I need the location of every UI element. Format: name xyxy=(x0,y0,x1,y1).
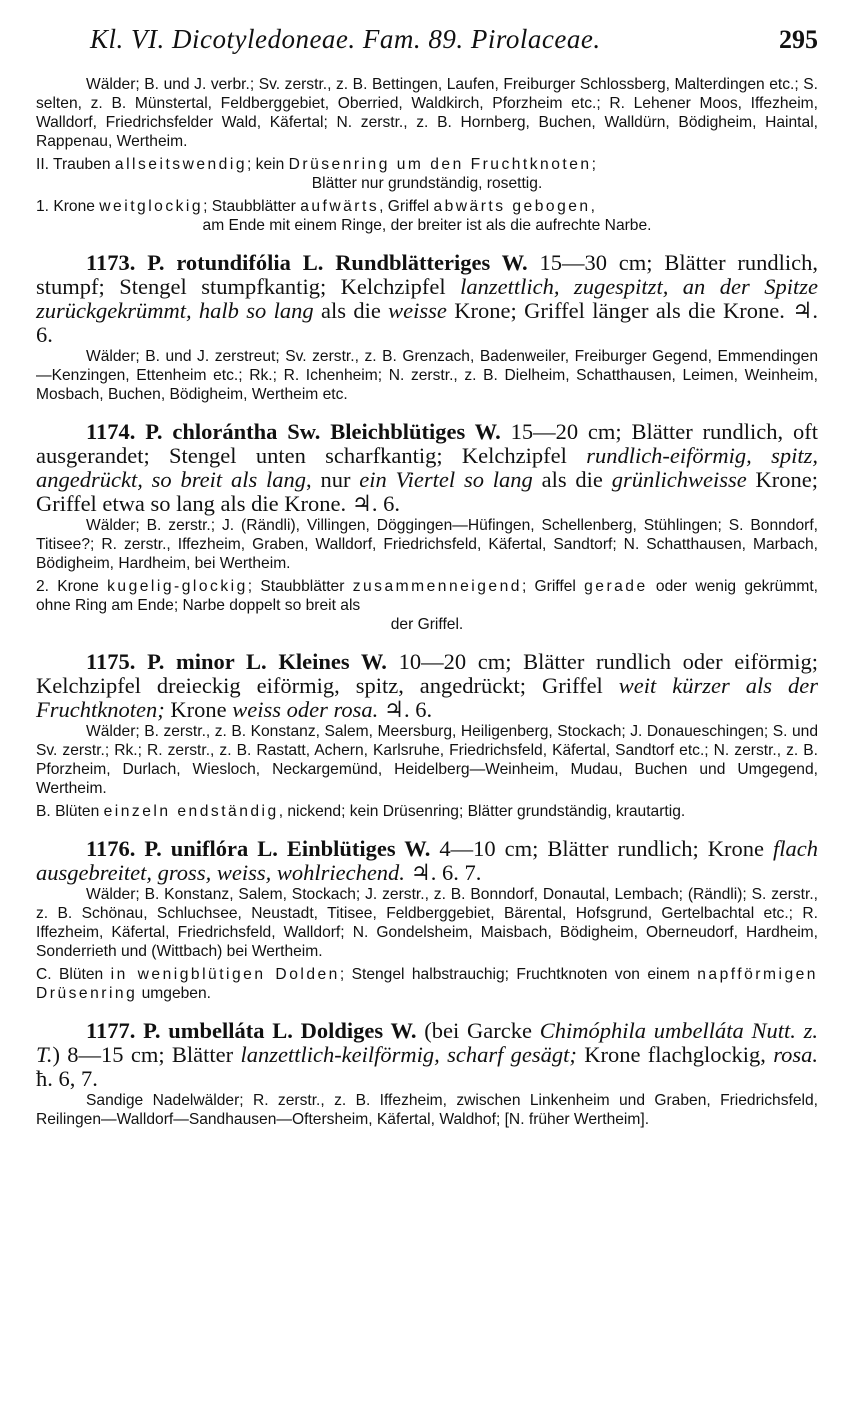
key-1-mid: ; Staubblätter xyxy=(203,198,296,215)
species-name: P. umbelláta L. xyxy=(143,1018,293,1043)
key-B-spaced1: einzeln endständig xyxy=(103,803,279,820)
key-2 xyxy=(36,577,818,634)
running-header xyxy=(90,24,818,55)
desc-italic: Chimóphila umbelláta Nutt. z. T. xyxy=(36,1018,819,1067)
key-II-spaced1: allseitswendig xyxy=(114,156,247,173)
key-2-lead: 2. Krone xyxy=(36,578,99,595)
desc-italic: weit kürzer als der Fruchtknoten; xyxy=(36,673,818,722)
key-1 xyxy=(36,197,818,235)
desc-italic: weiss oder rosa. xyxy=(232,697,379,722)
desc-text: ♃. 6. 7. xyxy=(404,860,482,885)
species-1174-localities: Wälder; B. zerstr.; J. (Rändli), Villingen, Döggingen—Hüfingen, Schellenberg, Stühlingen; S. Bonndorf, Titisee?; R. zerstr., Iffezheim, Graben, Walldorf, Friedrichsfeld, Käfertal, Sandtorf; N. Schatthausen, Marbach, Bödigheim, Hardheim, bei Wertheim. xyxy=(36,517,818,572)
desc-text: ħ. 6, 7. xyxy=(36,1066,98,1091)
key-II xyxy=(36,155,818,193)
desc-text: (bei Garcke xyxy=(416,1018,540,1043)
desc-text: 10—20 cm; Blätter rundlich oder eiförmig; Kelchzipfel dreieckig eiförmig, spitz, angedrückt; Griffel xyxy=(36,649,819,698)
key-C-lead: C. Blüten xyxy=(36,966,104,983)
key-B-lead: B. Blüten xyxy=(36,803,100,820)
species-name: P. uniflóra L. xyxy=(144,836,278,861)
key-2-spaced1: kugelig-glockig xyxy=(107,578,248,595)
desc-text: 15—30 cm; Blätter rundlich, stumpf; Stengel stumpfkantig; Kelchzipfel xyxy=(36,250,818,299)
page xyxy=(36,24,818,1131)
page-number: 295 xyxy=(779,25,818,54)
species-german-name: Einblütiges W. xyxy=(286,836,431,861)
species-1175-localities: Wälder; B. zerstr., z. B. Konstanz, Salem, Meersburg, Heiligenberg, Stockach; J. Donaueschingen; S. und Sv. zerstr.; Rk.; R. zerstr., z. B. Rastatt, Achern, Karlsruhe, Friedrichsfeld, Käfertal, Sandtorf etc.; N. zerstr., z. B. Pforzheim, Durlach, Wiesloch, Neckargemünd, Heidelberg—Weinheim, Mudau, Buchen und Umgegend, Wertheim. xyxy=(36,723,818,797)
desc-italic: rosa. xyxy=(773,1042,818,1067)
key-1-lead: 1. Krone xyxy=(36,198,95,215)
key-2-mid: ; Staubblätter xyxy=(247,578,345,595)
desc-text: Krone; Griffel länger als die Krone. ♃. 6. xyxy=(36,298,818,347)
header-title: Kl. VI. Dicotyledoneae. Fam. 89. Pirolaceae. xyxy=(90,24,601,54)
species-1176-localities: Wälder; B. Konstanz, Salem, Stockach; J. zerstr., z. B. Bonndorf, Donautal, Lembach; (Rändli); S. zerstr., z. B. Schönau, Schluchsee, Neustadt, Titisee, Feldberggebiet, Bärental, Hofsgrund, Gertelbachtal etc.; R. Iffezheim, Käfertal, Friedrichsfeld, Walldorf; N. Gondelsheim, Maisbach, Bödigheim, Oberneudorf, Hardheim, Sonderrieth und (Wittbach) bei Wertheim. xyxy=(36,886,818,960)
key-C xyxy=(36,965,818,1003)
desc-text: Krone xyxy=(164,697,233,722)
key-II-tail: ; xyxy=(591,156,596,173)
species-number: 1173. xyxy=(86,250,136,275)
desc-text: ) 8—15 cm; Blätter xyxy=(52,1042,241,1067)
species-number: 1174. xyxy=(86,419,136,444)
key-1-tail: , xyxy=(590,198,595,215)
key-C-spaced2: napfförmigen Drüsenring xyxy=(36,966,818,1002)
desc-italic: weisse xyxy=(388,298,447,323)
key-II-spaced2: Drüsenring um den Fruchtknoten xyxy=(288,156,592,173)
desc-text: 15—20 cm; Blätter rundlich, oft ausgerandet; Stengel unten scharfkantig; Kelchzipfel xyxy=(36,419,818,468)
species-1177-localities: Sandige Nadelwälder; R. zerstr., z. B. Iffezheim, zwischen Linkenheim und Graben, Friedrichsfeld, Reilingen—Walldorf—Sandhausen—Oftersheim, Käfertal, Waldhof; [N. früher Wertheim]. xyxy=(36,1092,818,1128)
key-2-mid2: ; Griffel xyxy=(521,578,576,595)
key-1-spaced2: aufwärts xyxy=(300,198,380,215)
desc-italic: flach ausgebreitet, gross, weiss, wohlriechend. xyxy=(36,836,819,885)
species-number: 1176. xyxy=(86,836,136,861)
species-number: 1177. xyxy=(86,1018,136,1043)
desc-italic: grünlichweisse xyxy=(611,467,747,492)
desc-text: , nur xyxy=(306,467,360,492)
species-number: 1175. xyxy=(86,649,136,674)
species-name: P. minor L. xyxy=(147,649,267,674)
species-1173 xyxy=(36,251,818,347)
key-2-spaced2: zusammenneigend xyxy=(352,578,522,595)
key-1-mid2: , Griffel xyxy=(379,198,430,215)
key-1-spaced1: weitglockig xyxy=(99,198,204,215)
desc-text: Krone flachglockig, xyxy=(576,1042,774,1067)
species-name: P. chlorántha Sw. xyxy=(145,419,321,444)
key-II-lead: II. Trauben xyxy=(36,156,111,173)
species-1176 xyxy=(36,837,818,885)
species-1177 xyxy=(36,1019,818,1091)
key-II-cont: Blätter nur grundständig, rosettig. xyxy=(311,175,543,192)
key-1-spaced3: abwärts gebogen xyxy=(433,198,591,215)
desc-text: als die xyxy=(313,298,389,323)
species-german-name: Bleichblütiges W. xyxy=(330,419,501,444)
key-2-tail: oder wenig gekrümmt, ohne Ring am Ende; Narbe doppelt so breit als xyxy=(36,578,818,614)
key-1-cont: am Ende mit einem Ringe, der breiter ist als die aufrechte Narbe. xyxy=(202,217,652,234)
key-C-mid: ; Stengel halbstrauchig; Fruchtknoten von einem xyxy=(339,966,690,983)
species-1174 xyxy=(36,420,818,516)
key-B xyxy=(36,802,818,821)
desc-italic: lanzettlich-keilförmig, scharf gesägt; xyxy=(240,1042,577,1067)
desc-italic: lanzettlich, zugespitzt, an der Spitze zurückgekrümmt, halb so lang xyxy=(36,274,818,323)
species-german-name: Kleines W. xyxy=(278,649,387,674)
desc-text: 4—10 cm; Blätter rundlich; Krone xyxy=(430,836,774,861)
species-1173-localities: Wälder; B. und J. zerstreut; Sv. zerstr., z. B. Grenzach, Badenweiler, Freiburger Gegend, Emmendingen—Kenzingen, Ettenheim etc.; Rk.; R. Ichenheim; N. zerstr., z. B. Dielheim, Schatthausen, Leimen, Weinheim, Mosbach, Buchen, Bödigheim, Wertheim etc. xyxy=(36,348,818,403)
intro-localities: Wälder; B. und J. verbr.; Sv. zerstr., z. B. Bettingen, Laufen, Freiburger Schlossberg, Malterdingen etc.; S. selten, z. B. Münstertal, Feldberggebiet, Oberried, Waldkirch, Pforzheim etc.; R. Lehener Moos, Iffezheim, Walldorf, Friedrichsfelder Wald, Käfertal; N. zerstr., z. B. Hornberg, Buchen, Walldürn, Bödigheim, Haintal, Rappenau, Wertheim. xyxy=(36,76,818,150)
key-2-cont: der Griffel. xyxy=(390,616,464,633)
species-german-name: Doldiges W. xyxy=(300,1018,417,1043)
key-B-tail: , nickend; kein Drüsenring; Blätter grundständig, krautartig. xyxy=(278,803,686,820)
desc-text: als die xyxy=(532,467,612,492)
desc-text: Krone; Griffel etwa so lang als die Krone. ♃. 6. xyxy=(36,467,818,516)
species-1175 xyxy=(36,650,818,722)
species-name: P. rotundifólia L. xyxy=(147,250,324,275)
key-2-spaced3: gerade xyxy=(584,578,648,595)
key-C-spaced1: in wenigblütigen Dolden xyxy=(110,966,340,983)
desc-italic: rundlich-eiförmig, spitz, angedrückt, so breit als lang xyxy=(36,443,819,492)
key-C-tail: umgeben. xyxy=(141,985,211,1002)
desc-text: ♃. 6. xyxy=(378,697,433,722)
key-II-mid: ; kein xyxy=(247,156,285,173)
species-german-name: Rundblätteriges W. xyxy=(335,250,528,275)
desc-italic: ein Viertel so lang xyxy=(359,467,533,492)
